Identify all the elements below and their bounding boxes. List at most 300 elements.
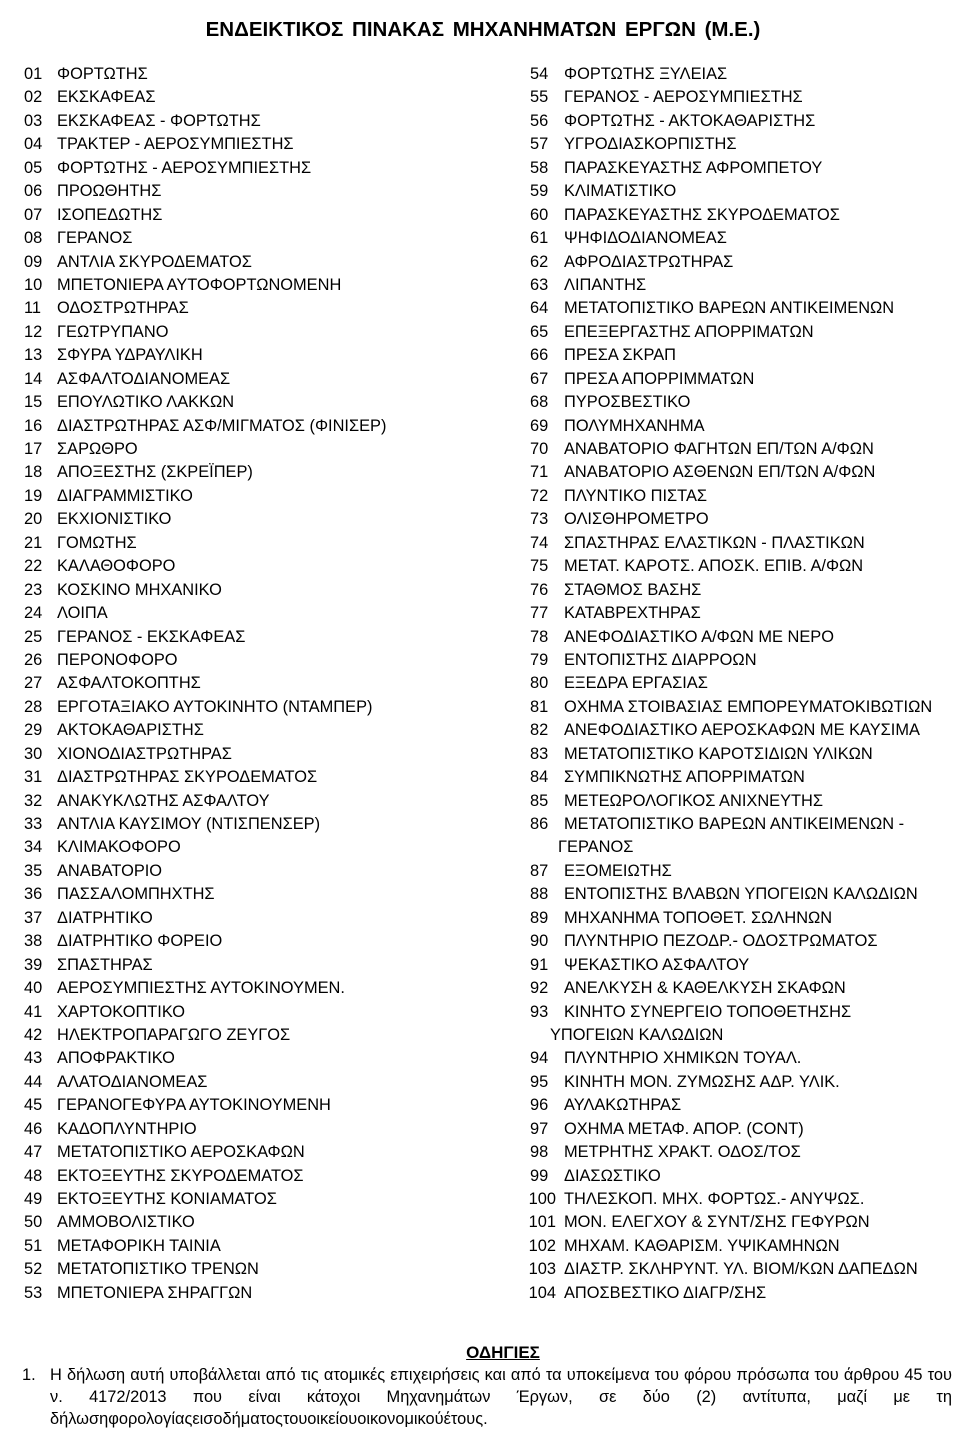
list-item <box>518 813 968 836</box>
list-item <box>24 274 499 297</box>
item-number: 27 <box>24 674 43 693</box>
item-number: 33 <box>24 815 43 833</box>
item-number: 60 <box>530 205 549 224</box>
item-number: 15 <box>24 393 43 412</box>
list-item <box>518 1235 968 1258</box>
list-item <box>518 719 968 742</box>
item-name: ΜΗΧΑΝΗΜΑ ΤΟΠΟΘΕΤ. ΣΩΛΗΝΩΝ <box>564 908 833 927</box>
item-name: ΔΙΑΤΡΗΤΙΚΟ ΦΟΡΕΙΟ <box>57 932 223 951</box>
item-name: ΑΠΟΣΒΕΣΤΙΚΟ ΔΙΑΓΡ/ΣΗΣ <box>564 1283 767 1302</box>
item-name: ΕΝΤΟΠΙΣΤΗΣ ΒΛΑΒΩΝ ΥΠΟΓΕΙΩΝ ΚΑΛΩΔΙΩΝ <box>564 885 918 904</box>
item-number: 23 <box>24 580 43 599</box>
item-name: ΗΛΕΚΤΡΟΠΑΡΑΓΩΓΟ ΖΕΥΓΟΣ <box>57 1025 291 1044</box>
item-name: ΛΙΠΑΝΤΗΣ <box>564 275 647 294</box>
list-item <box>24 743 499 766</box>
item-number: 51 <box>24 1236 43 1255</box>
list-item <box>24 297 499 320</box>
item-name: ΕΚΤΟΞΕΥΤΗΣ ΚΟΝΙΑΜΑΤΟΣ <box>57 1190 277 1208</box>
item-number: 09 <box>24 252 43 271</box>
list-item <box>24 415 499 438</box>
item-name: ΑΝΑΚΥΚΛΩΤΗΣ ΑΣΦΑΛΤΟΥ <box>57 791 270 810</box>
item-name: ΔΙΑΣΤΡΩΤΗΡΑΣ ΣΚΥΡΟΔΕΜΑΤΟΣ <box>57 768 318 787</box>
list-item <box>518 1118 968 1141</box>
item-number: 18 <box>24 463 43 482</box>
item-name: ΥΓΡΟΔΙΑΣΚΟΡΠΙΣΤΗΣ <box>564 135 737 154</box>
item-number: 14 <box>24 369 43 388</box>
list-item <box>518 1258 968 1281</box>
item-number: 93 <box>530 1002 549 1021</box>
item-number: 26 <box>24 650 43 669</box>
item-number: 38 <box>24 932 43 951</box>
item-number: 22 <box>24 557 43 576</box>
item-name: ΨΕΚΑΣΤΙΚΟ ΑΣΦΑΛΤΟΥ <box>564 955 750 974</box>
item-name: ΓΕΡΑΝΟΣ <box>57 229 133 248</box>
item-name: ΠΡΟΩΘΗΤΗΣ <box>57 182 162 201</box>
item-name: ΣΦΥΡΑ ΥΔΡΑΥΛΙΚΗ <box>57 346 203 365</box>
item-number: 17 <box>24 440 43 458</box>
instruction-text: Η δήλωση αυτή υποβάλλεται από τις ατομικές επιχειρήσεις και από τα υποκείμενα του φόρου πρόσωπα του άρθρου 45 του ν. 4172/2013 που είναι κάτοχοι Μηχανημάτων Έργων, σε δύο (2) αντίτυπα, μαζί με τη δήλωσηφορολογίαςεισοδήματοςτουοικείουοικονομικούέτους. <box>50 1366 952 1428</box>
list-item <box>518 743 968 766</box>
list-item <box>518 1282 968 1305</box>
item-name: ΜΠΕΤΟΝΙΕΡΑ ΑΥΤΟΦΟΡΤΩΝΟΜΕΝΗ <box>57 275 342 294</box>
item-number: 63 <box>530 275 549 294</box>
list-item <box>24 1165 499 1188</box>
list-item <box>518 251 968 274</box>
list-item <box>518 1071 968 1094</box>
list-item <box>518 883 968 906</box>
list-item <box>24 930 499 953</box>
list-item <box>24 227 499 250</box>
item-number: 44 <box>24 1072 43 1091</box>
list-item <box>24 977 499 1000</box>
item-number: 03 <box>24 111 43 130</box>
item-number: 71 <box>530 463 549 482</box>
item-number: 47 <box>24 1143 43 1162</box>
item-number: 25 <box>24 627 43 646</box>
item-name: ΠΑΡΑΣΚΕΥΑΣΤΗΣ ΣΚΥΡΟΔΕΜΑΤΟΣ <box>564 205 840 224</box>
page-title: ΕΝΔΕΙΚΤΙΚΟΣ ΠΙΝΑΚΑΣ ΜΗΧΑΝΗΜΑΤΩΝ ΕΡΓΩΝ (Μ.Ε.) <box>205 18 761 41</box>
item-number: 59 <box>530 182 549 201</box>
list-item <box>518 907 968 930</box>
list-item <box>24 555 499 578</box>
item-number: 100 <box>528 1190 556 1208</box>
list-item <box>24 63 499 86</box>
item-name: ΚΛΙΜΑΤΙΣΤΙΚΟ <box>564 182 677 201</box>
item-number: 20 <box>24 510 43 529</box>
item-number: 13 <box>24 346 43 365</box>
item-name: ΔΙΑΣΤΡΩΤΗΡΑΣ ΑΣΦ/ΜΙΓΜΑΤΟΣ (ΦΙΝΙΣΕΡ) <box>57 416 387 435</box>
item-name: ΧΙΟΝΟΔΙΑΣΤΡΩΤΗΡΑΣ <box>57 744 232 763</box>
list-item <box>518 860 968 883</box>
item-name: ΜΕΤΑΦΟΡΙΚΗ ΤΑΙΝΙΑ <box>57 1236 221 1255</box>
list-item <box>518 110 968 133</box>
item-number: 57 <box>530 135 549 154</box>
item-name: ΤΗΛΕΣΚΟΠ. ΜΗΧ. ΦΟΡΤΩΣ.- ΑΝΥΨΩΣ. <box>564 1190 865 1208</box>
item-name: ΠΛΥΝΤΗΡΙΟ ΧΗΜΙΚΩΝ ΤΟΥΑΛ. <box>564 1049 802 1068</box>
list-item <box>518 1211 968 1234</box>
item-number: 94 <box>530 1049 549 1068</box>
item-name: ΣΠΑΣΤΗΡΑΣ ΕΛΑΣΤΙΚΩΝ - ΠΛΑΣΤΙΚΩΝ <box>564 533 865 552</box>
item-number: 36 <box>24 885 43 904</box>
list-item <box>518 485 968 508</box>
item-name: ΕΞΕΔΡΑ ΕΡΓΑΣΙΑΣ <box>564 674 708 693</box>
list-item <box>24 790 499 813</box>
list-item <box>518 157 968 180</box>
item-name: ΨΗΦΙΔΟΔΙΑΝΟΜΕΑΣ <box>564 229 727 248</box>
list-item <box>518 532 968 555</box>
item-number: 39 <box>24 955 43 974</box>
list-item <box>24 1141 499 1164</box>
item-name: ΕΚΣΚΑΦΕΑΣ - ΦΟΡΤΩΤΗΣ <box>57 111 261 130</box>
list-item <box>518 696 968 719</box>
item-name: ΜΗΧΑΜ. ΚΑΘΑΡΙΣΜ. ΥΨΙΚΑΜΗΝΩΝ <box>564 1236 840 1255</box>
item-name: ΑΝΤΛΙΑ ΚΑΥΣΙΜΟΥ (ΝΤΙΣΠΕΝΣΕΡ) <box>57 815 321 833</box>
item-name: ΚΑΛΑΘΟΦΟΡΟ <box>57 557 176 576</box>
item-name: ΑΠΟΞΕΣΤΗΣ (ΣΚΡΕΪΠΕΡ) <box>57 463 253 482</box>
list-item <box>24 1282 499 1305</box>
list-item <box>24 157 499 180</box>
list-item <box>24 321 499 344</box>
item-name: ΚΑΔΟΠΛΥΝΤΗΡΙΟ <box>57 1119 197 1138</box>
item-name: ΟΧΗΜΑ ΜΕΤΑΦ. ΑΠΟΡ. (CONT) <box>564 1119 804 1138</box>
item-name: ΜΕΤΕΩΡΟΛΟΓΙΚΟΣ ΑΝΙΧΝΕΥΤΗΣ <box>564 791 823 810</box>
item-name: ΚΑΤΑΒΡΕΧΤΗΡΑΣ <box>564 604 701 623</box>
item-name: ΑΣΦΑΛΤΟΔΙΑΝΟΜΕΑΣ <box>57 369 231 388</box>
item-name: ΠΡΕΣΑ ΣΚΡΑΠ <box>564 346 676 365</box>
item-number: 28 <box>24 697 43 716</box>
item-number: 11 <box>24 299 42 318</box>
item-name: ΜΕΤΡΗΤΗΣ ΧΡΑΚΤ. ΟΔΟΣ/ΤΟΣ <box>564 1143 801 1162</box>
item-number: 87 <box>530 861 549 880</box>
item-number: 55 <box>530 88 549 107</box>
item-name: ΔΙΑΣΩΣΤΙΚΟ <box>564 1166 661 1185</box>
item-number: 62 <box>530 252 549 271</box>
item-name: ΑΝΑΒΑΤΟΡΙΟ ΦΑΓΗΤΩΝ ΕΠ/ΤΩΝ Α/ΦΩΝ <box>564 440 874 458</box>
item-name: ΑΕΡΟΣΥΜΠΙΕΣΤΗΣ ΑΥΤΟΚΙΝΟΥΜΕΝ. <box>57 979 345 998</box>
list-item <box>518 790 968 813</box>
list-item <box>24 836 499 859</box>
item-name: ΠΕΡΟΝΟΦΟΡΟ <box>57 650 178 669</box>
list-item <box>518 555 968 578</box>
item-number: 69 <box>530 416 549 435</box>
list-item <box>24 1118 499 1141</box>
list-item <box>24 1001 499 1024</box>
item-name-continuation: ΓΕΡΑΝΟΣ <box>558 838 634 857</box>
item-number: 86 <box>530 815 549 833</box>
list-item <box>518 63 968 86</box>
item-number: 65 <box>530 322 549 341</box>
item-name: ΟΛΙΣΘΗΡΟΜΕΤΡΟ <box>564 510 709 529</box>
item-name: ΕΞΟΜΕΙΩΤΗΣ <box>564 861 672 880</box>
item-name: ΕΚΧΙΟΝΙΣΤΙΚΟ <box>57 510 172 529</box>
list-item <box>24 626 499 649</box>
item-number: 90 <box>530 932 549 951</box>
item-number: 05 <box>24 158 43 177</box>
list-item <box>518 626 968 649</box>
item-number: 61 <box>530 229 549 248</box>
list-item <box>24 461 499 484</box>
list-item <box>24 508 499 531</box>
item-number: 10 <box>24 275 43 294</box>
list-item <box>518 1188 968 1211</box>
item-name: ΑΥΛΑΚΩΤΗΡΑΣ <box>564 1096 682 1115</box>
item-name: ΙΣΟΠΕΔΩΤΗΣ <box>57 205 163 224</box>
machinery-list-left <box>24 63 499 1305</box>
item-number: 73 <box>530 510 549 529</box>
list-item <box>24 485 499 508</box>
item-number: 35 <box>24 861 43 880</box>
list-item <box>518 391 968 414</box>
list-item <box>24 1258 499 1281</box>
item-name: ΣΥΜΠΙΚΝΩΤΗΣ ΑΠΟΡΡΙΜΑΤΩΝ <box>564 768 805 787</box>
item-number: 66 <box>530 346 549 365</box>
list-item <box>24 1235 499 1258</box>
list-item <box>24 696 499 719</box>
item-name: ΠΥΡΟΣΒΕΣΤΙΚΟ <box>564 393 691 412</box>
item-name: ΕΡΓΟΤΑΞΙΑΚΟ ΑΥΤΟΚΙΝΗΤΟ (ΝΤΑΜΠΕΡ) <box>57 697 373 716</box>
item-name: ΑΠΟΦΡΑΚΤΙΚΟ <box>57 1049 175 1068</box>
list-item <box>24 579 499 602</box>
item-name: ΜΕΤΑΤΟΠΙΣΤΙΚΟ ΒΑΡΕΩΝ ΑΝΤΙΚΕΙΜΕΝΩΝ <box>564 299 895 318</box>
item-number: 102 <box>528 1236 556 1255</box>
item-name: ΣΑΡΩΘΡΟ <box>57 440 138 458</box>
list-item <box>518 415 968 438</box>
item-number: 83 <box>530 744 549 763</box>
item-name: ΕΚΤΟΞΕΥΤΗΣ ΣΚΥΡΟΔΕΜΑΤΟΣ <box>57 1166 304 1185</box>
list-item <box>518 1141 968 1164</box>
list-item <box>518 368 968 391</box>
item-number: 48 <box>24 1166 43 1185</box>
list-item <box>518 461 968 484</box>
list-item <box>24 391 499 414</box>
item-name: ΑΝΕΦΟΔΙΑΣΤΙΚΟ Α/ΦΩΝ ΜΕ ΝΕΡΟ <box>564 627 834 646</box>
item-number: 77 <box>530 604 549 623</box>
list-item <box>24 1071 499 1094</box>
list-item <box>518 438 968 461</box>
item-number: 49 <box>24 1190 43 1208</box>
item-number: 78 <box>530 627 549 646</box>
item-number: 21 <box>24 533 43 552</box>
item-number: 82 <box>530 721 549 740</box>
item-number: 54 <box>530 65 549 83</box>
list-item <box>518 180 968 203</box>
item-name: ΠΛΥΝΤΗΡΙΟ ΠΕΖΟΔΡ.- ΟΔΟΣΤΡΩΜΑΤΟΣ <box>564 932 878 951</box>
list-item <box>518 930 968 953</box>
item-number: 92 <box>530 979 549 998</box>
item-number: 01 <box>24 65 43 83</box>
item-number: 98 <box>530 1143 549 1162</box>
item-number: 40 <box>24 979 43 998</box>
item-number: 12 <box>24 322 43 341</box>
item-number: 04 <box>24 135 43 154</box>
item-number: 95 <box>530 1072 549 1091</box>
list-item <box>24 883 499 906</box>
item-name: ΓΕΡΑΝΟΓΕΦΥΡΑ ΑΥΤΟΚΙΝΟΥΜΕΝΗ <box>57 1096 331 1115</box>
item-number: 89 <box>530 908 549 927</box>
item-number: 64 <box>530 299 549 318</box>
item-number: 53 <box>24 1283 43 1302</box>
list-item <box>24 110 499 133</box>
item-number: 37 <box>24 908 43 927</box>
item-name: ΧΑΡΤΟΚΟΠΤΙΚΟ <box>57 1002 186 1021</box>
list-item <box>518 1165 968 1188</box>
item-name: ΠΛΥΝΤΙΚΟ ΠΙΣΤΑΣ <box>564 486 708 505</box>
item-name: ΦΟΡΤΩΤΗΣ - ΑΚΤΟΚΑΘΑΡΙΣΤΗΣ <box>564 111 816 130</box>
list-item <box>24 1024 499 1047</box>
item-name: ΚΙΝΗΤΗ ΜΟΝ. ΖΥΜΩΣΗΣ ΑΔΡ. ΥΛΙΚ. <box>564 1072 840 1091</box>
item-name: ΑΝΕΛΚΥΣΗ & ΚΑΘΕΛΚΥΣΗ ΣΚΑΦΩΝ <box>564 979 846 998</box>
item-number: 99 <box>530 1166 549 1185</box>
item-name: ΓΕΡΑΝΟΣ - ΕΚΣΚΑΦΕΑΣ <box>57 627 246 646</box>
item-number: 58 <box>530 158 549 177</box>
list-item <box>518 297 968 320</box>
list-item <box>24 860 499 883</box>
item-number: 76 <box>530 580 549 599</box>
item-name: ΓΟΜΩΤΗΣ <box>57 533 137 552</box>
list-item <box>24 180 499 203</box>
item-name: ΑΝΤΛΙΑ ΣΚΥΡΟΔΕΜΑΤΟΣ <box>57 252 252 271</box>
item-name: ΕΚΣΚΑΦΕΑΣ <box>57 88 156 107</box>
item-name: ΜΠΕΤΟΝΙΕΡΑ ΣΗΡΑΓΓΩΝ <box>57 1283 253 1302</box>
item-number: 08 <box>24 229 43 248</box>
item-number: 104 <box>528 1283 556 1302</box>
list-item <box>518 508 968 531</box>
list-item <box>24 602 499 625</box>
list-item <box>24 368 499 391</box>
list-item <box>24 954 499 977</box>
item-name: ΑΝΑΒΑΤΟΡΙΟ ΑΣΘΕΝΩΝ ΕΠ/ΤΩΝ Α/ΦΩΝ <box>564 463 876 482</box>
list-item <box>518 602 968 625</box>
item-number: 103 <box>528 1260 556 1279</box>
item-number: 79 <box>530 650 549 669</box>
list-item <box>24 672 499 695</box>
item-number: 34 <box>24 838 43 857</box>
list-item <box>518 321 968 344</box>
item-name: ΜΕΤΑΤΟΠΙΣΤΙΚΟ ΤΡΕΝΩΝ <box>57 1260 259 1279</box>
list-item <box>24 344 499 367</box>
item-number: 46 <box>24 1119 43 1138</box>
item-number: 70 <box>530 440 549 458</box>
item-name: ΦΟΡΤΩΤΗΣ <box>57 65 148 83</box>
item-number: 42 <box>24 1025 43 1044</box>
item-number: 67 <box>530 369 549 388</box>
item-number: 85 <box>530 791 549 810</box>
list-item <box>518 954 968 977</box>
item-number: 52 <box>24 1260 43 1279</box>
list-item <box>518 649 968 672</box>
item-name: ΔΙΑΣΤΡ. ΣΚΛΗΡΥΝΤ. ΥΛ. ΒΙΟΜ/ΚΩΝ ΔΑΠΕΔΩΝ <box>564 1260 918 1279</box>
item-name: ΜΕΤΑΤΟΠΙΣΤΙΚΟ ΒΑΡΕΩΝ ΑΝΤΙΚΕΙΜΕΝΩΝ - <box>564 815 905 833</box>
item-name: ΚΙΝΗΤΟ ΣΥΝΕΡΓΕΙΟ ΤΟΠΟΘΕΤΗΣΗΣ <box>564 1002 852 1021</box>
item-number: 02 <box>24 88 43 107</box>
item-name: ΑΝΕΦΟΔΙΑΣΤΙΚΟ ΑΕΡΟΣΚΑΦΩΝ ΜΕ ΚΑΥΣΙΜΑ <box>564 721 920 740</box>
item-number: 75 <box>530 557 549 576</box>
item-number: 16 <box>24 416 43 435</box>
item-number: 07 <box>24 205 43 224</box>
item-name: ΚΛΙΜΑΚΟΦΟΡΟ <box>57 838 181 857</box>
list-item <box>518 344 968 367</box>
item-name: ΕΠΟΥΛΩΤΙΚΟ ΛΑΚΚΩΝ <box>57 393 235 412</box>
item-number: 24 <box>24 604 43 623</box>
item-number: 80 <box>530 674 549 693</box>
list-item <box>24 86 499 109</box>
item-name: ΚΟΣΚΙΝΟ ΜΗΧΑΝΙΚΟ <box>57 580 222 599</box>
list-item <box>518 1047 968 1070</box>
list-item <box>518 204 968 227</box>
item-number: 06 <box>24 182 43 201</box>
item-number: 19 <box>24 486 43 505</box>
item-name: ΑΦΡΟΔΙΑΣΤΡΩΤΗΡΑΣ <box>564 252 734 271</box>
instruction-number: 1. <box>22 1366 36 1384</box>
list-item <box>24 907 499 930</box>
list-item <box>24 649 499 672</box>
list-item <box>518 86 968 109</box>
list-item <box>24 251 499 274</box>
list-item <box>24 1047 499 1070</box>
item-name: ΑΣΦΑΛΤΟΚΟΠΤΗΣ <box>57 674 201 693</box>
instructions-heading: ΟΔΗΓΙΕΣ <box>466 1343 540 1362</box>
list-item <box>24 438 499 461</box>
instructions-list <box>22 1364 952 1430</box>
list-item <box>24 766 499 789</box>
item-number: 81 <box>530 697 549 716</box>
list-item <box>24 204 499 227</box>
item-name: ΜΕΤΑΤ. ΚΑΡΟΤΣ. ΑΠΟΣΚ. ΕΠΙΒ. Α/ΦΩΝ <box>564 557 864 576</box>
instruction-item <box>22 1364 952 1430</box>
item-name: ΠΑΡΑΣΚΕΥΑΣΤΗΣ ΑΦΡΟΜΠΕΤΟΥ <box>564 158 823 177</box>
list-item <box>518 977 968 1000</box>
list-item <box>24 133 499 156</box>
item-name: ΛΟΙΠΑ <box>57 604 108 623</box>
item-name: ΕΝΤΟΠΙΣΤΗΣ ΔΙΑΡΡΟΩΝ <box>564 650 757 669</box>
list-item <box>24 1188 499 1211</box>
item-name: ΠΟΛΥΜΗΧΑΝΗΜΑ <box>564 416 705 435</box>
item-name: ΜΕΤΑΤΟΠΙΣΤΙΚΟ ΑΕΡΟΣΚΑΦΩΝ <box>57 1143 305 1162</box>
item-name: ΟΔΟΣΤΡΩΤΗΡΑΣ <box>57 299 189 318</box>
item-number: 68 <box>530 393 549 412</box>
item-name: ΓΕΩΤΡΥΠΑΝΟ <box>57 322 169 341</box>
item-name: ΤΡΑΚΤΕΡ - ΑΕΡΟΣΥΜΠΙΕΣΤΗΣ <box>57 135 294 154</box>
item-name: ΣΤΑΘΜΟΣ ΒΑΣΗΣ <box>564 580 702 599</box>
item-number: 43 <box>24 1049 43 1068</box>
list-item <box>24 719 499 742</box>
item-number: 74 <box>530 533 549 552</box>
item-number: 30 <box>24 744 43 763</box>
item-name: ΑΝΑΒΑΤΟΡΙΟ <box>57 861 163 880</box>
item-number: 84 <box>530 768 549 787</box>
item-name: ΜΟΝ. ΕΛΕΓΧΟΥ & ΣΥΝΤ/ΣΗΣ ΓΕΦΥΡΩΝ <box>564 1213 870 1232</box>
list-item <box>518 579 968 602</box>
item-number: 32 <box>24 791 43 810</box>
item-name: ΔΙΑΓΡΑΜΜΙΣΤΙΚΟ <box>57 486 193 505</box>
item-name: ΑΚΤΟΚΑΘΑΡΙΣΤΗΣ <box>57 721 204 740</box>
list-item <box>24 813 499 836</box>
list-item <box>24 1094 499 1117</box>
item-name: ΠΑΣΣΑΛΟΜΠΗΧΤΗΣ <box>57 885 215 904</box>
item-number: 50 <box>24 1213 43 1232</box>
item-number: 56 <box>530 111 549 130</box>
list-item <box>24 1211 499 1234</box>
list-item <box>518 274 968 297</box>
list-item <box>518 133 968 156</box>
item-number: 88 <box>530 885 549 904</box>
item-number: 101 <box>528 1213 556 1232</box>
item-name: ΓΕΡΑΝΟΣ - ΑΕΡΟΣΥΜΠΙΕΣΤΗΣ <box>564 88 803 107</box>
item-name: ΕΠΕΞΕΡΓΑΣΤΗΣ ΑΠΟΡΡΙΜΑΤΩΝ <box>564 322 814 341</box>
item-number: 29 <box>24 721 43 740</box>
item-number: 96 <box>530 1096 549 1115</box>
item-name: ΜΕΤΑΤΟΠΙΣΤΙΚΟ ΚΑΡΟΤΣΙΔΙΩΝ ΥΛΙΚΩΝ <box>564 744 873 763</box>
